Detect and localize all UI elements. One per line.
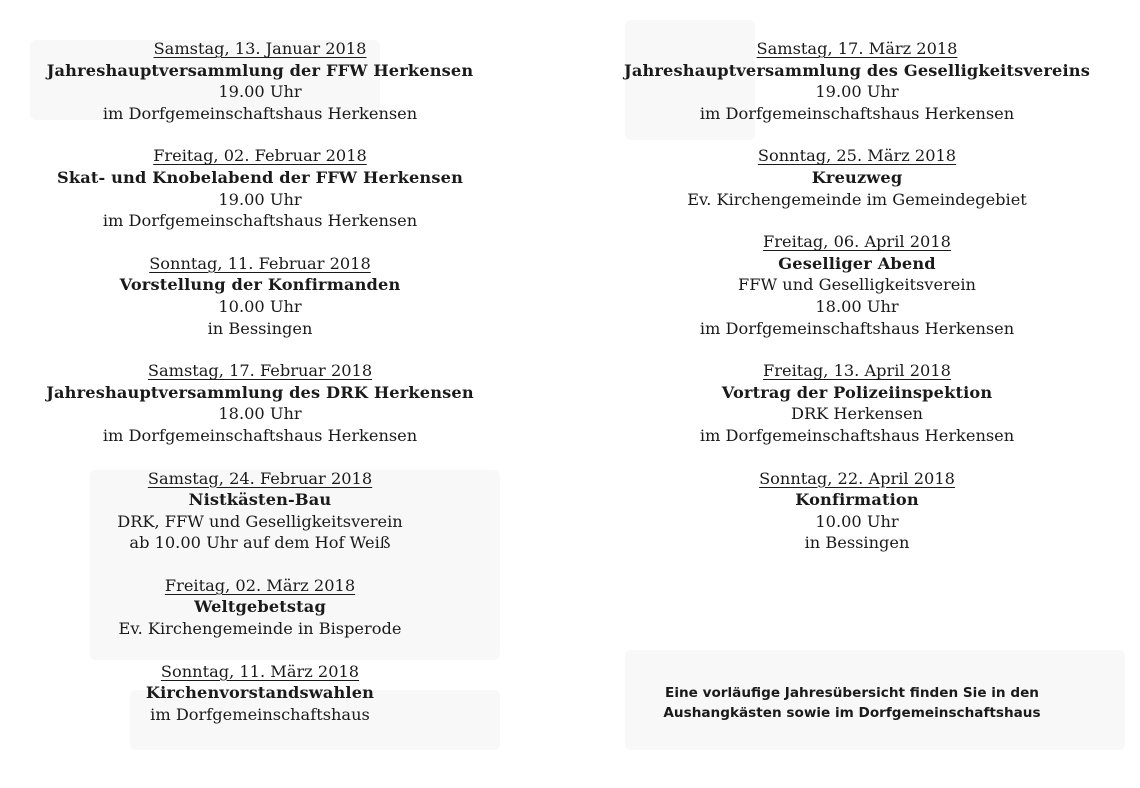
event-detail: im Dorfgemeinschaftshaus Herkensen — [699, 318, 1015, 338]
event-title: Konfirmation — [795, 490, 919, 510]
event-title: Kreuzweg — [811, 167, 903, 187]
event-entry — [18, 360, 502, 446]
event-entry — [18, 661, 502, 726]
event-detail: in Bessingen — [207, 318, 313, 338]
event-entry — [616, 145, 1098, 210]
event-detail: 10.00 Uhr — [218, 296, 302, 316]
event-title: Nistkästen-Bau — [188, 490, 332, 510]
event-entry — [616, 231, 1098, 339]
event-date: Freitag, 02. März 2018 — [164, 575, 356, 595]
event-date: Sonntag, 11. Februar 2018 — [149, 253, 371, 273]
event-date: Sonntag, 25. März 2018 — [757, 146, 957, 166]
event-detail: in Bessingen — [804, 533, 910, 553]
event-date: Freitag, 02. Februar 2018 — [153, 146, 367, 166]
event-detail: 18.00 Uhr — [815, 296, 899, 316]
event-entry — [18, 468, 502, 554]
event-detail: Ev. Kirchengemeinde im Gemeindegebiet — [687, 189, 1027, 209]
event-title: Kirchenvorstandswahlen — [145, 683, 375, 703]
event-detail: im Dorfgemeinschaftshaus Herkensen — [699, 103, 1015, 123]
event-date: Sonntag, 22. April 2018 — [759, 468, 955, 488]
event-date: Samstag, 17. Februar 2018 — [147, 361, 373, 381]
event-title: Geselliger Abend — [778, 253, 936, 273]
event-detail: im Dorfgemeinschaftshaus Herkensen — [699, 425, 1015, 445]
event-date: Freitag, 13. April 2018 — [763, 361, 951, 381]
event-date: Samstag, 17. März 2018 — [756, 39, 958, 58]
event-date: Sonntag, 11. März 2018 — [160, 661, 360, 681]
event-detail: im Dorfgemeinschaftshaus Herkensen — [102, 211, 418, 231]
event-detail: DRK Herkensen — [791, 404, 923, 424]
event-title: Jahreshauptversammlung des Geselligkeitsvereins — [624, 60, 1090, 80]
right-event-column — [616, 38, 1098, 554]
event-detail: 10.00 Uhr — [815, 511, 899, 531]
event-date: Samstag, 24. Februar 2018 — [147, 468, 373, 488]
event-title: Vortrag der Polizeiinspektion — [721, 382, 993, 402]
event-entry — [18, 575, 502, 640]
event-title: Jahreshauptversammlung des DRK Herkensen — [46, 382, 474, 402]
event-entry — [18, 253, 502, 339]
event-title: Jahreshauptversammlung der FFW Herkensen — [46, 60, 474, 80]
event-detail: im Dorfgemeinschaftshaus — [150, 704, 370, 724]
event-entry — [18, 38, 502, 124]
event-entry — [616, 360, 1098, 446]
event-entry — [616, 38, 1098, 124]
notice-line: Aushangkästen sowie im Dorfgemeinschaftshaus — [663, 704, 1041, 721]
left-event-column — [18, 38, 502, 725]
event-detail: ab 10.00 Uhr auf dem Hof Weiß — [129, 533, 391, 553]
event-date: Samstag, 13. Januar 2018 — [153, 39, 367, 58]
event-title: Weltgebetstag — [194, 597, 326, 617]
event-detail: 19.00 Uhr — [218, 82, 302, 102]
event-title: Skat- und Knobelabend der FFW Herkensen — [57, 167, 463, 187]
event-date: Freitag, 06. April 2018 — [763, 232, 951, 252]
event-detail: 19.00 Uhr — [218, 189, 302, 209]
event-title: Vorstellung der Konfirmanden — [119, 275, 401, 295]
event-detail: 19.00 Uhr — [815, 82, 899, 102]
event-detail: 18.00 Uhr — [218, 404, 302, 424]
event-detail: Ev. Kirchengemeinde in Bisperode — [118, 619, 402, 639]
notice-line: Eine vorläufige Jahresübersicht finden Sie in den — [665, 685, 1039, 701]
event-detail: im Dorfgemeinschaftshaus Herkensen — [102, 103, 418, 123]
event-detail: DRK, FFW und Geselligkeitsverein — [117, 511, 403, 531]
annual-overview-notice — [616, 684, 1088, 723]
event-entry — [18, 145, 502, 231]
event-detail: im Dorfgemeinschaftshaus Herkensen — [102, 425, 418, 445]
event-detail: FFW und Geselligkeitsverein — [738, 275, 976, 295]
event-entry — [616, 468, 1098, 554]
